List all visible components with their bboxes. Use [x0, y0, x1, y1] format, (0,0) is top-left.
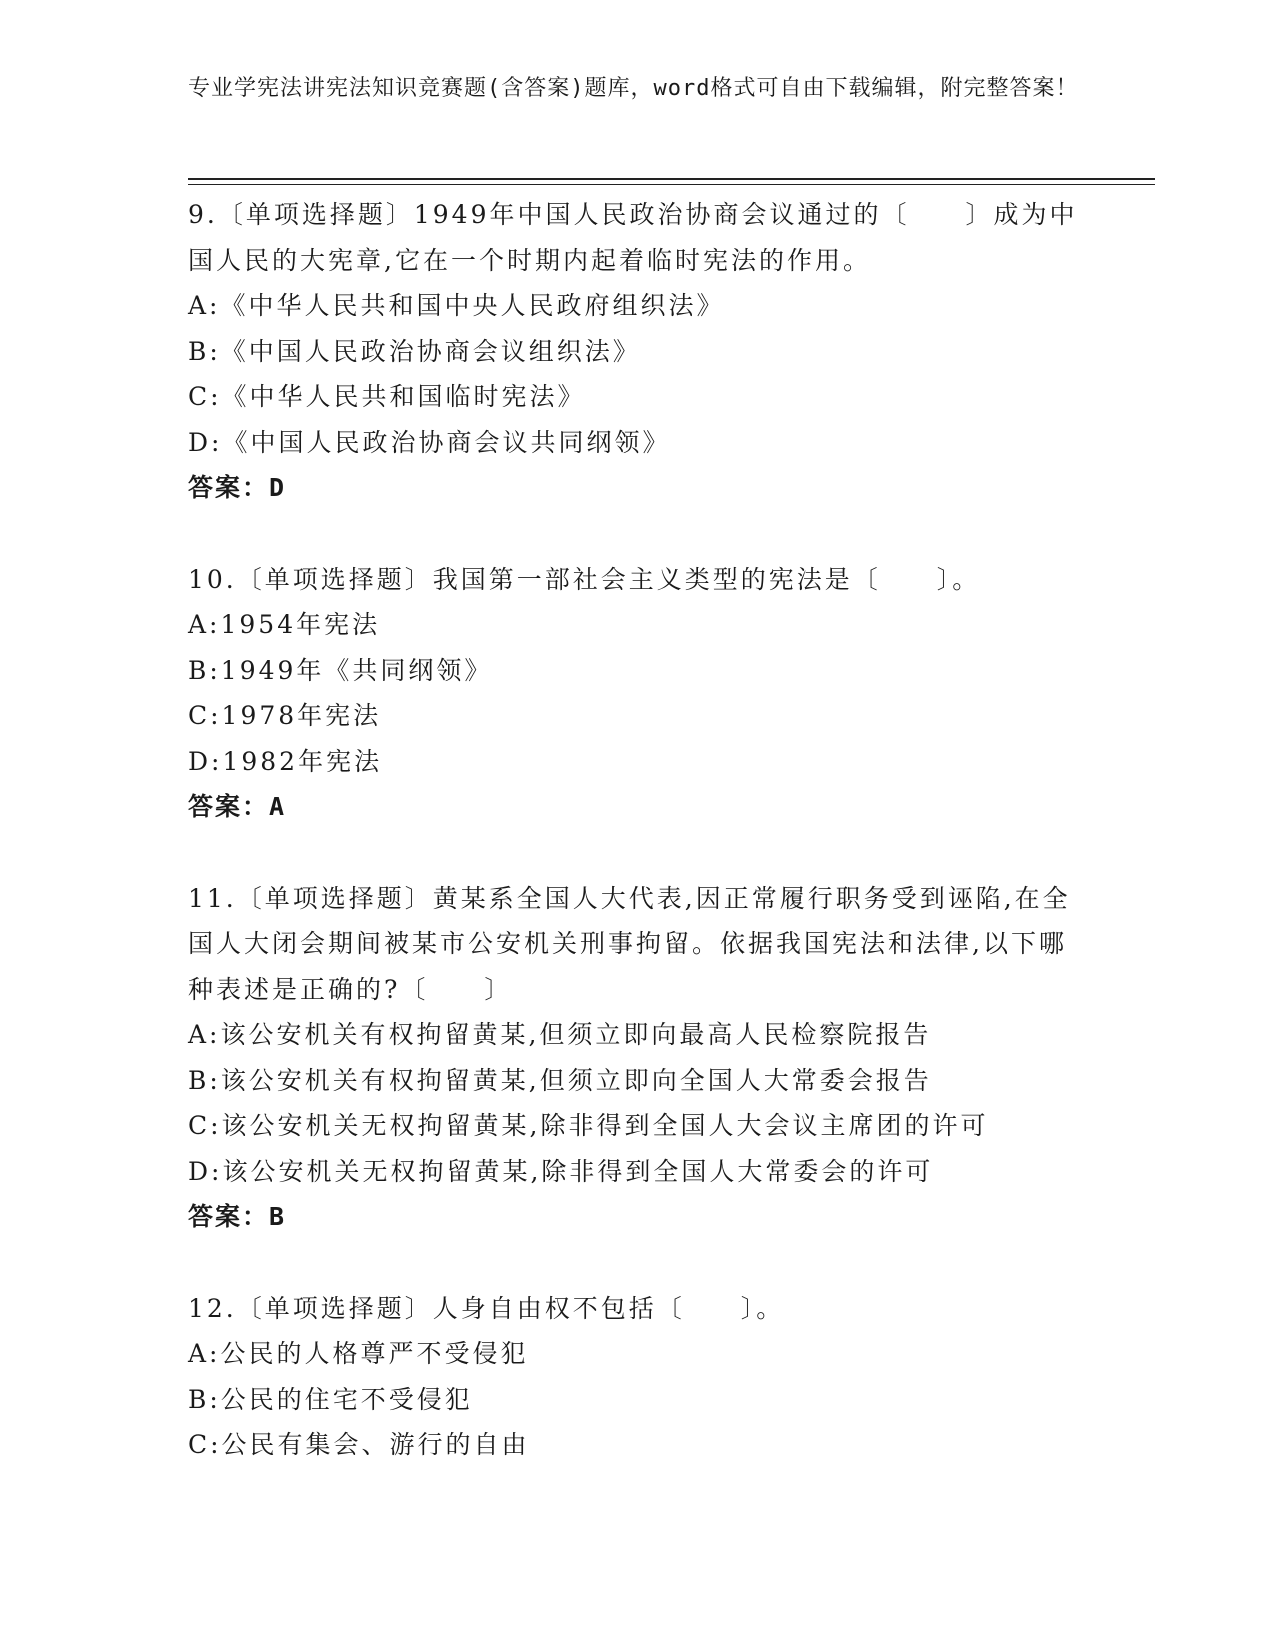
option-a: A:公民的人格尊严不受侵犯	[188, 1339, 529, 1368]
question-11	[188, 876, 1088, 1240]
spacer	[188, 1240, 1088, 1286]
question-stem: 11.〔单项选择题〕黄某系全国人大代表,因正常履行职务受到诬陷,在全国人大闭会期间被某市公安机关刑事拘留。依据我国宪法和法律,以下哪种表述是正确的?〔 〕	[188, 883, 1071, 1004]
option-b: B:《中国人民政治协商会议组织法》	[188, 336, 641, 366]
option-c: C:《中华人民共和国临时宪法》	[188, 382, 586, 411]
option-b: B:1949年《共同纲领》	[188, 655, 493, 685]
question-stem: 12.〔单项选择题〕人身自由权不包括〔 〕。	[188, 1293, 785, 1323]
option-c: C:公民有集会、游行的自由	[188, 1430, 530, 1459]
option-c: C:该公安机关无权拘留黄某,除非得到全国人大会议主席团的许可	[188, 1111, 989, 1140]
answer: 答案：D	[188, 473, 287, 502]
option-d: D:该公安机关无权拘留黄某,除非得到全国人大常委会的许可	[188, 1156, 934, 1186]
option-b: B:该公安机关有权拘留黄某,但须立即向全国人大常委会报告	[188, 1065, 932, 1095]
question-9	[188, 192, 1088, 511]
option-c: C:1978年宪法	[188, 701, 382, 730]
question-stem: 10.〔单项选择题〕我国第一部社会主义类型的宪法是〔 〕。	[188, 564, 981, 594]
document-header: 专业学宪法讲宪法知识竞赛题(含答案)题库，word格式可自由下载编辑，附完整答案！	[188, 76, 1079, 101]
option-a: A:《中华人民共和国中央人民政府组织法》	[188, 291, 725, 320]
header-divider-thick	[188, 178, 1155, 180]
option-d: D:《中国人民政治协商会议共同纲领》	[188, 427, 671, 457]
option-d: D:1982年宪法	[188, 746, 383, 776]
answer: 答案：B	[188, 1202, 287, 1231]
answer: 答案：A	[188, 792, 287, 821]
spacer	[188, 511, 1088, 557]
question-list	[188, 192, 1088, 1468]
spacer	[188, 830, 1088, 876]
question-12	[188, 1286, 1088, 1468]
option-a: A:1954年宪法	[188, 610, 381, 639]
question-10	[188, 557, 1088, 830]
question-stem: 9.〔单项选择题〕1949年中国人民政治协商会议通过的〔 〕成为中国人民的大宪章,它在一个时期内起着临时宪法的作用。	[188, 200, 1078, 275]
header-divider-thin	[188, 184, 1155, 185]
option-b: B:公民的住宅不受侵犯	[188, 1384, 473, 1414]
option-a: A:该公安机关有权拘留黄某,但须立即向最高人民检察院报告	[188, 1020, 932, 1049]
